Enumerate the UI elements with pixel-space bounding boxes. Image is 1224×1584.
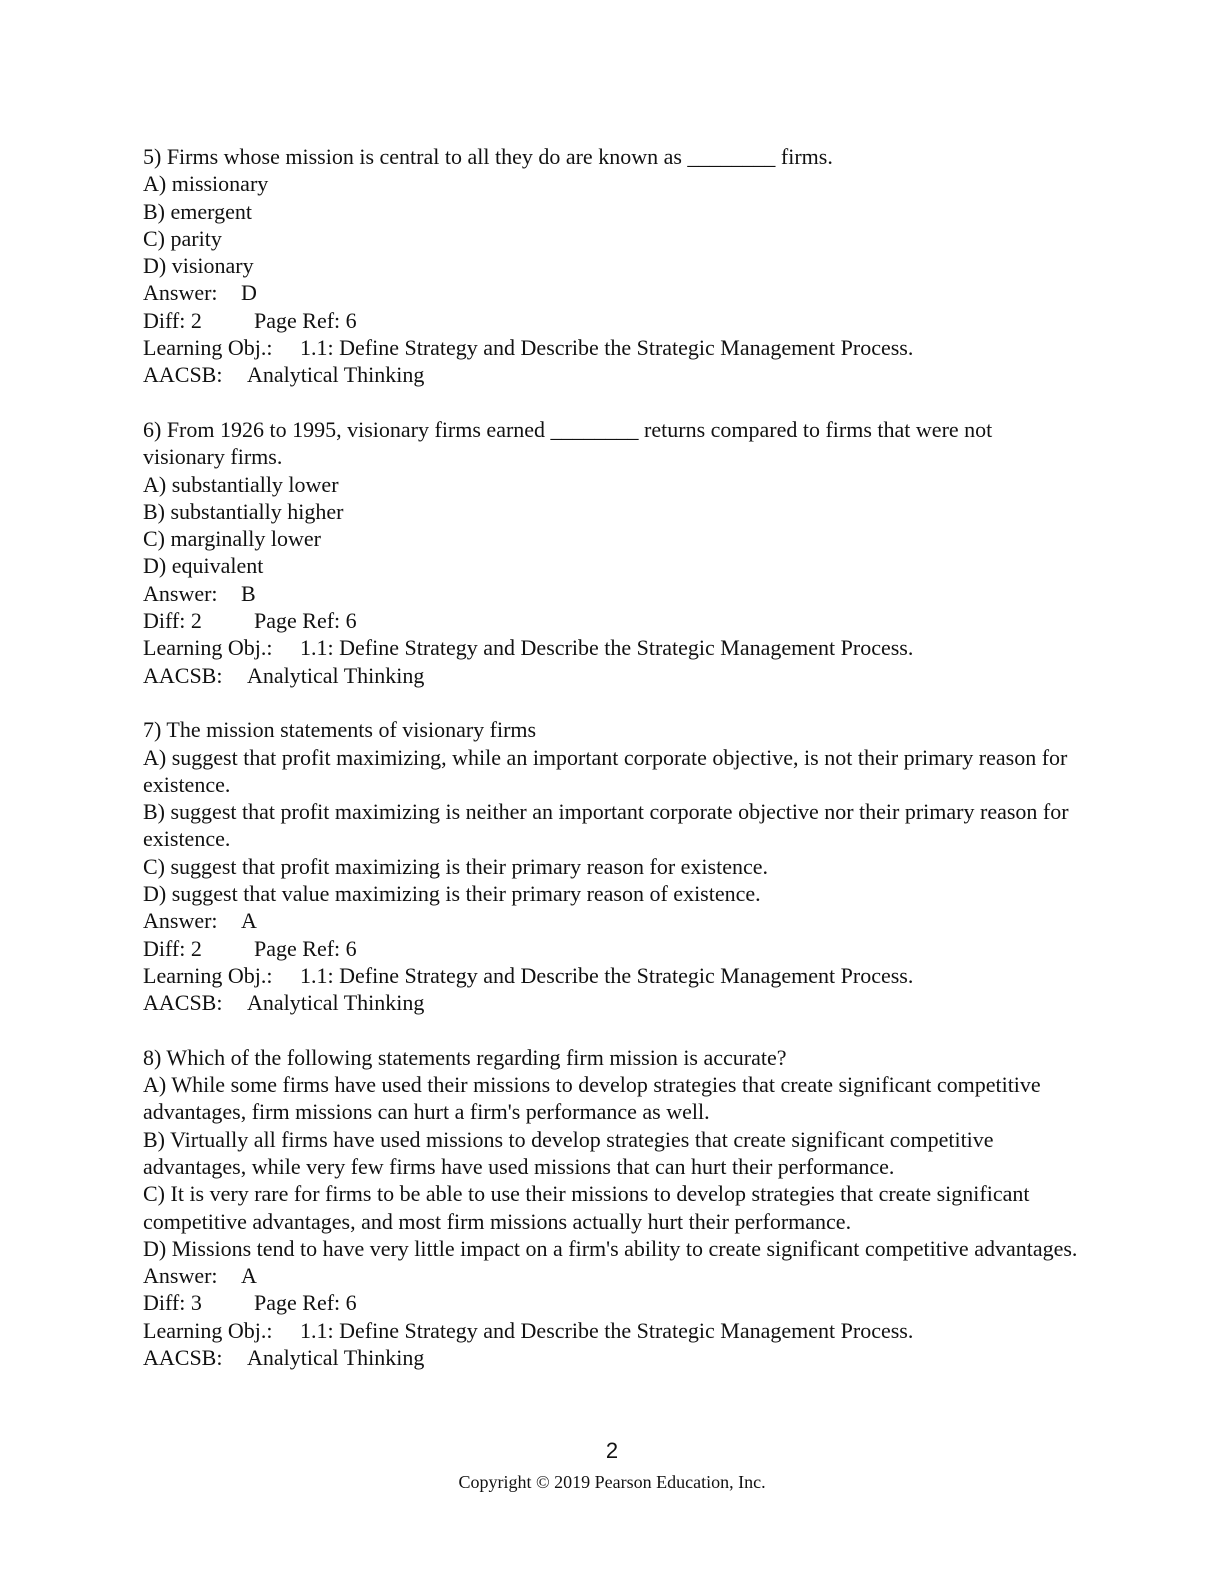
difficulty-value: Diff: 3: [143, 1290, 202, 1316]
aacsb-row: [143, 1344, 1078, 1371]
answer-row: [143, 279, 1078, 306]
learning-objective-row: [143, 1317, 1078, 1344]
answer-option-b: B) Virtually all firms have used missions to develop strategies that create significant competitive advantages, while very few firms have used missions that can hurt their performance.: [143, 1126, 994, 1179]
answer-option-d: D) visionary: [143, 253, 254, 279]
answer-option-d: D) equivalent: [143, 553, 264, 579]
learning-objective-label: Learning Obj.:: [143, 335, 273, 361]
learning-objective-value: 1.1: Define Strategy and Describe the Strategic Management Process.: [300, 335, 914, 361]
answer-option-d: D) Missions tend to have very little impact on a firm's ability to create significant competitive advantages.: [143, 1235, 1078, 1261]
answer-option-d: D) suggest that value maximizing is their primary reason of existence.: [143, 881, 761, 907]
answer-option-a: A) missionary: [143, 171, 269, 197]
question-block: [143, 416, 1078, 689]
learning-objective-value: 1.1: Define Strategy and Describe the Strategic Management Process.: [300, 1317, 914, 1343]
learning-objective-row: [143, 334, 1078, 361]
aacsb-row: [143, 989, 1078, 1016]
difficulty-row: [143, 307, 1078, 334]
answer-option-c: C) It is very rare for firms to be able to use their missions to develop strategies that create significant competitive advantages, and most firm missions actually hurt their performance.: [143, 1181, 1030, 1234]
aacsb-value: Analytical Thinking: [247, 662, 425, 688]
learning-objective-value: 1.1: Define Strategy and Describe the Strategic Management Process.: [300, 962, 914, 988]
learning-objective-label: Learning Obj.:: [143, 962, 273, 988]
aacsb-value: Analytical Thinking: [247, 362, 425, 388]
question-block: [143, 716, 1078, 1016]
answer-option-a: A) suggest that profit maximizing, while an important corporate objective, is not their primary reason for existence.: [143, 744, 1068, 797]
answer-label: Answer:: [143, 280, 218, 306]
aacsb-row: [143, 662, 1078, 689]
aacsb-label: AACSB:: [143, 990, 223, 1016]
answer-option-b: B) suggest that profit maximizing is neither an important corporate objective nor their primary reason for existence.: [143, 799, 1069, 852]
learning-objective-label: Learning Obj.:: [143, 635, 273, 661]
difficulty-value: Diff: 2: [143, 935, 202, 961]
copyright-notice: Copyright © 2019 Pearson Education, Inc.: [458, 1472, 766, 1492]
difficulty-row: [143, 607, 1078, 634]
aacsb-value: Analytical Thinking: [247, 990, 425, 1016]
difficulty-row: [143, 1289, 1078, 1316]
answer-value: B: [241, 580, 256, 606]
page-ref-value: Page Ref: 6: [254, 307, 357, 333]
aacsb-value: Analytical Thinking: [247, 1345, 425, 1371]
page-ref-value: Page Ref: 6: [254, 1290, 357, 1316]
answer-value: D: [241, 280, 257, 306]
answer-row: [143, 1262, 1078, 1289]
answer-option-c: C) suggest that profit maximizing is their primary reason for existence.: [143, 853, 769, 879]
answer-label: Answer:: [143, 580, 218, 606]
answer-row: [143, 580, 1078, 607]
answer-option-a: A) substantially lower: [143, 471, 339, 497]
answer-option-a: A) While some firms have used their missions to develop strategies that create significant competitive advantages, firm missions can hurt a firm's performance as well.: [143, 1072, 1041, 1125]
question-block: [143, 143, 1078, 389]
answer-value: A: [241, 908, 257, 934]
question-stem: 6) From 1926 to 1995, visionary firms earned ________ returns compared to firms that were not visionary firms.: [143, 416, 993, 470]
aacsb-label: AACSB:: [143, 662, 223, 688]
difficulty-value: Diff: 2: [143, 608, 202, 634]
learning-objective-label: Learning Obj.:: [143, 1317, 273, 1343]
question-list: [143, 143, 1078, 1399]
answer-option-b: B) emergent: [143, 198, 252, 224]
question-stem: 7) The mission statements of visionary firms: [143, 717, 537, 743]
page-number: 2: [605, 1438, 619, 1463]
answer-option-c: C) marginally lower: [143, 526, 321, 552]
page-ref-value: Page Ref: 6: [254, 935, 357, 961]
learning-objective-value: 1.1: Define Strategy and Describe the Strategic Management Process.: [300, 635, 914, 661]
answer-value: A: [241, 1263, 257, 1289]
aacsb-row: [143, 361, 1078, 388]
learning-objective-row: [143, 962, 1078, 989]
aacsb-label: AACSB:: [143, 1345, 223, 1371]
question-stem: 5) Firms whose mission is central to all they do are known as ________ firms.: [143, 144, 833, 169]
answer-option-c: C) parity: [143, 225, 222, 251]
aacsb-label: AACSB:: [143, 362, 223, 388]
difficulty-value: Diff: 2: [143, 307, 202, 333]
answer-option-b: B) substantially higher: [143, 498, 344, 524]
difficulty-row: [143, 935, 1078, 962]
page-ref-value: Page Ref: 6: [254, 608, 357, 634]
question-block: [143, 1044, 1078, 1372]
answer-row: [143, 907, 1078, 934]
learning-objective-row: [143, 634, 1078, 661]
question-stem: 8) Which of the following statements regarding firm mission is accurate?: [143, 1044, 787, 1070]
answer-label: Answer:: [143, 1263, 218, 1289]
answer-label: Answer:: [143, 908, 218, 934]
